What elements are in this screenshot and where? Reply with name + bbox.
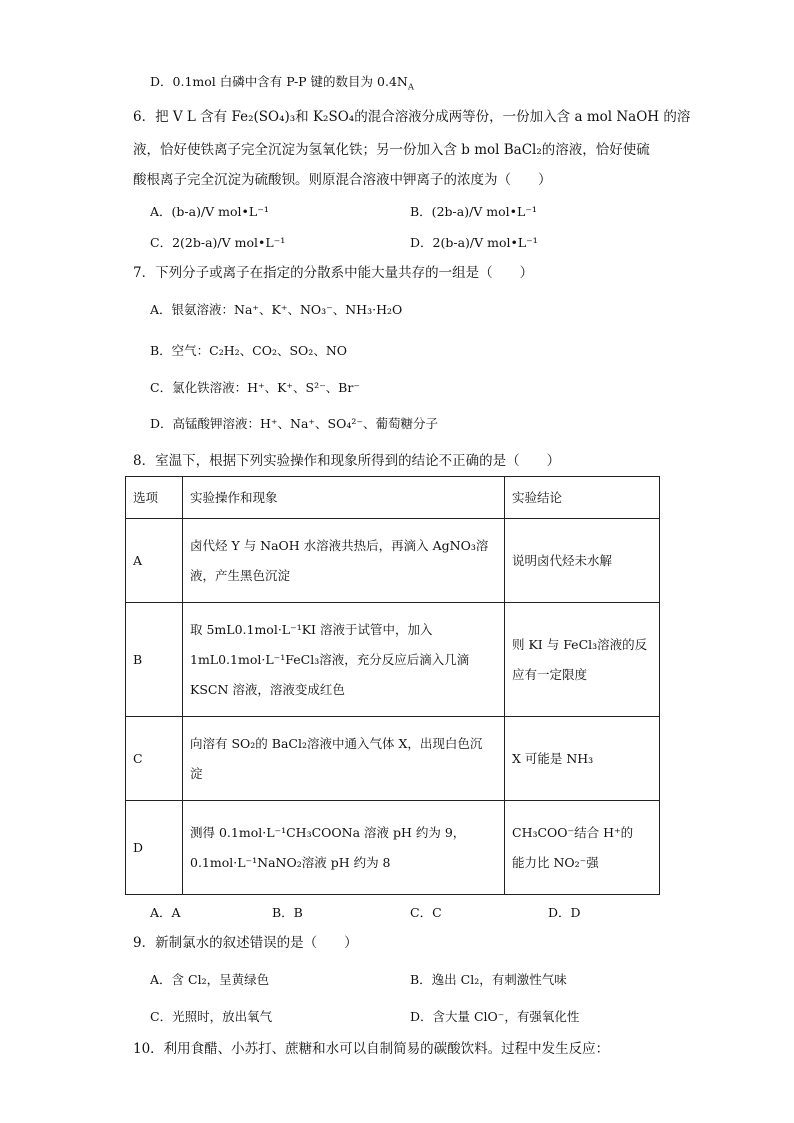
q9-option-c: C．光照时，放出氧气 bbox=[150, 1009, 273, 1024]
row-conclusion-line: X 可能是 NH₃ bbox=[512, 750, 594, 766]
q6-stem-line2: 液，恰好使铁离子完全沉淀为氢氧化铁；另一份加入含 b mol BaCl₂的溶液，恰好使硫 bbox=[133, 142, 650, 158]
q6-option-c: C．2(2b-a)/V mol•L⁻¹ bbox=[150, 235, 286, 250]
q8-option-d: D．D bbox=[548, 905, 581, 920]
header-operation: 实验操作和现象 bbox=[183, 477, 505, 519]
q8-option-c: C．C bbox=[410, 905, 442, 920]
q9-option-a: A．含 Cl₂，呈黄绿色 bbox=[150, 972, 270, 987]
row-operation-line: 测得 0.1mol·L⁻¹CH₃COONa 溶液 pH 约为 9， bbox=[190, 824, 466, 840]
q6-stem-line1: 6．把 V L 含有 Fe₂(SO₄)₃和 K₂SO₄的混合溶液分成两等份，一份加入含 a mol NaOH 的溶 bbox=[133, 109, 691, 125]
table-row bbox=[126, 801, 660, 895]
q9-option-b: B．逸出 Cl₂，有刺激性气味 bbox=[410, 972, 567, 987]
q8-experiment-table bbox=[125, 476, 660, 895]
row-operation bbox=[183, 801, 505, 895]
row-conclusion-line: 则 KI 与 FeCl₃溶液的反 bbox=[512, 636, 648, 652]
row-operation bbox=[183, 519, 505, 603]
row-operation-line: 1mL0.1mol·L⁻¹FeCl₃溶液，充分反应后滴入几滴 bbox=[190, 651, 470, 667]
q5-option-d: D．0.1mol 白磷中含有 P-P 键的数目为 $0.4N_A$ bbox=[150, 74, 414, 93]
table-header-row bbox=[126, 477, 660, 519]
q7-option-c: C．氯化铁溶液：H⁺、K⁺、S²⁻、Br⁻ bbox=[150, 380, 360, 395]
row-option: C bbox=[126, 717, 183, 801]
row-conclusion bbox=[505, 801, 660, 895]
q9-option-d: D．含大量 ClO⁻，有强氧化性 bbox=[410, 1009, 580, 1024]
q10-stem: 10．利用食醋、小苏打、蔗糖和水可以自制简易的碳酸饮料。过程中发生反应： bbox=[133, 1041, 610, 1057]
q6-stem-line3: 酸根离子完全沉淀为硫酸钡。则原混合溶液中钾离子的浓度为（ ） bbox=[133, 172, 552, 188]
row-operation-line: 0.1mol·L⁻¹NaNO₂溶液 pH 约为 8 bbox=[190, 854, 391, 870]
row-conclusion bbox=[505, 717, 660, 801]
header-conclusion: 实验结论 bbox=[505, 477, 660, 519]
row-conclusion bbox=[505, 519, 660, 603]
row-conclusion-line: 说明卤代烃未水解 bbox=[512, 552, 613, 568]
row-conclusion-line: 能力比 NO₂⁻强 bbox=[512, 854, 599, 870]
row-option: D bbox=[126, 801, 183, 895]
row-operation-line: 淀 bbox=[190, 765, 203, 781]
row-operation-line: 卤代烃 Y 与 NaOH 水溶液共热后，再滴入 AgNO₃溶 bbox=[190, 537, 489, 553]
table-row bbox=[126, 519, 660, 603]
row-operation bbox=[183, 717, 505, 801]
q7-option-d: D．高锰酸钾溶液：H⁺、Na⁺、SO₄²⁻、葡萄糖分子 bbox=[150, 416, 438, 431]
row-conclusion-line: 应有一定限度 bbox=[512, 666, 588, 682]
q6-option-a: A．(b-a)/V mol•L⁻¹ bbox=[150, 204, 269, 219]
q6-option-d: D．2(b-a)/V mol•L⁻¹ bbox=[410, 235, 538, 250]
q8-option-b: B．B bbox=[272, 905, 303, 920]
row-conclusion bbox=[505, 603, 660, 717]
row-operation bbox=[183, 603, 505, 717]
q6-option-b: B．(2b-a)/V mol•L⁻¹ bbox=[410, 204, 537, 219]
row-conclusion-line: CH₃COO⁻结合 H⁺的 bbox=[512, 824, 634, 840]
row-operation-line: 向溶有 SO₂的 BaCl₂溶液中通入气体 X，出现白色沉 bbox=[190, 735, 483, 751]
row-option: A bbox=[126, 519, 183, 603]
row-operation-line: 液，产生黑色沉淀 bbox=[190, 567, 291, 583]
q8-option-a: A．A bbox=[150, 905, 181, 920]
row-operation-line: 取 5mL0.1mol·L⁻¹KI 溶液于试管中，加入 bbox=[190, 621, 433, 637]
q8-stem: 8．室温下，根据下列实验操作和现象所得到的结论不正确的是（ ） bbox=[133, 453, 561, 469]
table-row bbox=[126, 717, 660, 801]
header-option: 选项 bbox=[126, 477, 183, 519]
table-row bbox=[126, 603, 660, 717]
q9-stem: 9．新制氯水的叙述错误的是（ ） bbox=[133, 935, 358, 951]
row-operation-line: KSCN 溶液，溶液变成红色 bbox=[190, 681, 345, 697]
row-option: B bbox=[126, 603, 183, 717]
q7-option-a: A．银氨溶液：Na⁺、K⁺、NO₃⁻、NH₃·H₂O bbox=[150, 302, 403, 317]
q7-stem: 7．下列分子或离子在指定的分散系中能大量共存的一组是（ ） bbox=[133, 265, 534, 281]
q7-option-b: B．空气：C₂H₂、CO₂、SO₂、NO bbox=[150, 343, 348, 358]
